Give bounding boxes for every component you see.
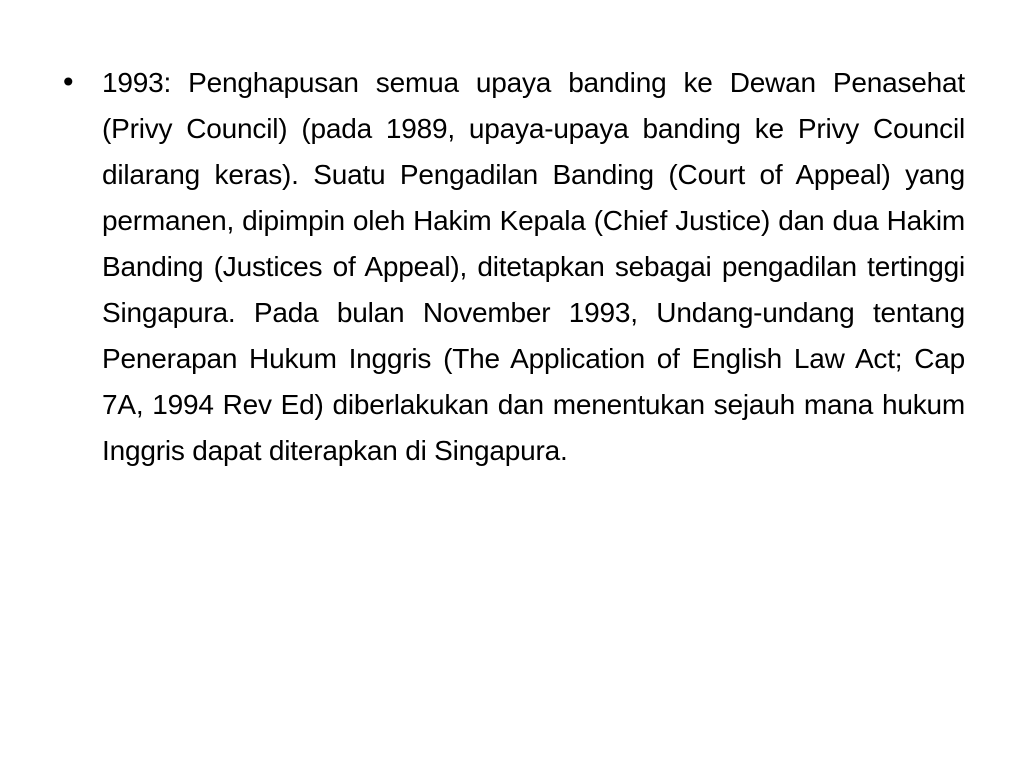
bullet-list	[60, 60, 965, 474]
bullet-text: 1993: Penghapusan semua upaya banding ke Dewan Penasehat (Privy Council) (pada 1989, upaya-upaya banding ke Privy Council dilarang keras). Suatu Pengadilan Banding (Court of Appeal) yang permanen, dipimpin oleh Hakim Kepala (Chief Justice) dan dua Hakim Banding (Justices of Appeal), ditetapkan sebagai pengadilan tertinggi Singapura. Pada bulan November 1993, Undang-undang tentang Penerapan Hukum Inggris (The Application of English Law Act; Cap 7A, 1994 Rev Ed) diberlakukan dan menentukan sejauh mana hukum Inggris dapat diterapkan di Singapura.	[102, 67, 965, 466]
bullet-icon: •	[60, 66, 77, 99]
bullet-item	[60, 60, 965, 474]
slide-content	[60, 60, 965, 474]
